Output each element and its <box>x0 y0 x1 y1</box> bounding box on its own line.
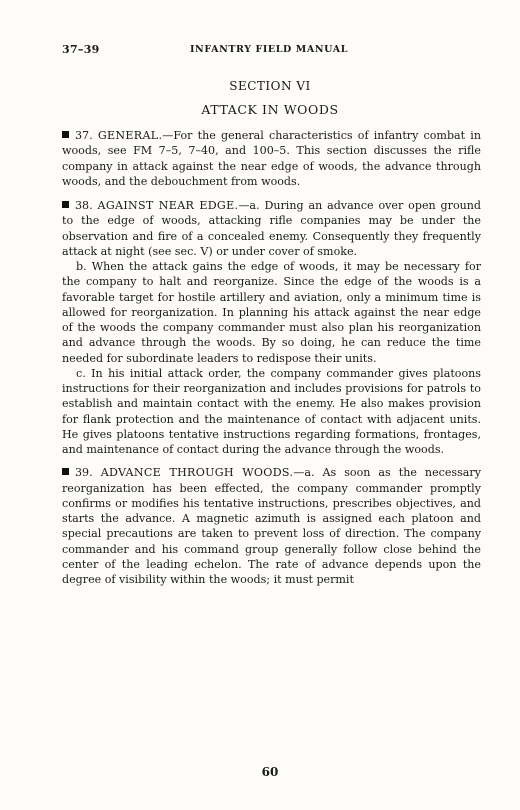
section-label: SECTION VI <box>229 79 311 93</box>
subparagraph-38c: c. In his initial attack order, the company commander gives platoons instructions for their reorganization and includes provisions for patrols to establish and maintain contact with the enemy. He also makes provision for flank protection and the maintenance of contact with adjacent units. He gives platoons tentative instructions regarding formations, frontages, and maintenance of contact during the advance through the woods. <box>62 366 481 456</box>
running-header <box>62 43 478 59</box>
subparagraph-38b: b. When the attack gains the edge of woods, it may be necessary for the company to halt and reorganize. Since the edge of the woods is a favorable target for hostile artillery and aviation, only a minimum time is allowed for reorganization. In planning his attack against the near edge of the woods the company commander must also plan his reorganization and advance through the woods. By so doing, he can reduce the time needed for subordinate leaders to redispose their units. <box>62 260 481 365</box>
body-text <box>62 128 481 596</box>
paragraph-37 <box>62 128 481 189</box>
page-number: 60 <box>261 765 279 779</box>
paragraph-text: —a. As soon as the necessary reorganization has been effected, the company commander promptly confirms or modifies his tentative instructions, prescribes objectives, and starts the advance. A magnetic azimuth is assigned each platoon and special precautions are taken to prevent loss of direction. The company commander and his command group generally follow close behind the center of the leading echelon. The rate of advance depends upon the degree of visibility within the woods; it must permit <box>62 466 481 586</box>
paragraph-bullet-icon <box>62 131 69 138</box>
paragraph-number: 39. <box>75 466 93 480</box>
paragraph-number: 38. <box>75 199 93 212</box>
paragraph-39 <box>62 465 481 587</box>
paragraph-title: AGAINST NEAR EDGE. <box>97 199 239 212</box>
paragraph-bullet-icon <box>62 201 69 208</box>
paragraph-text: —For the general characteristics of infantry combat in woods, see FM 7–5, 7–40, and 100–5. This section discusses the rifle company in attack against the near edge of woods, the advance through woods, and the debouchment from woods. <box>62 129 481 188</box>
paragraph-bullet-icon <box>62 468 69 475</box>
section-title: ATTACK IN WOODS <box>201 102 339 117</box>
running-title: INFANTRY FIELD MANUAL <box>190 44 348 55</box>
paragraph-title: ADVANCE THROUGH WOODS. <box>100 466 294 480</box>
paragraph-number: 37. <box>75 129 93 142</box>
paragraph-text: —a. During an advance over open ground to the edge of woods, attacking rifle companies may be under the observation and fire of a concealed enemy. Consequently they frequently attack at night (see sec. V) or under cover of smoke. <box>62 199 482 258</box>
paragraph-title: GENERAL. <box>97 129 163 142</box>
paragraph-38 <box>62 198 481 259</box>
paragraph-range: 37–39 <box>62 43 100 56</box>
